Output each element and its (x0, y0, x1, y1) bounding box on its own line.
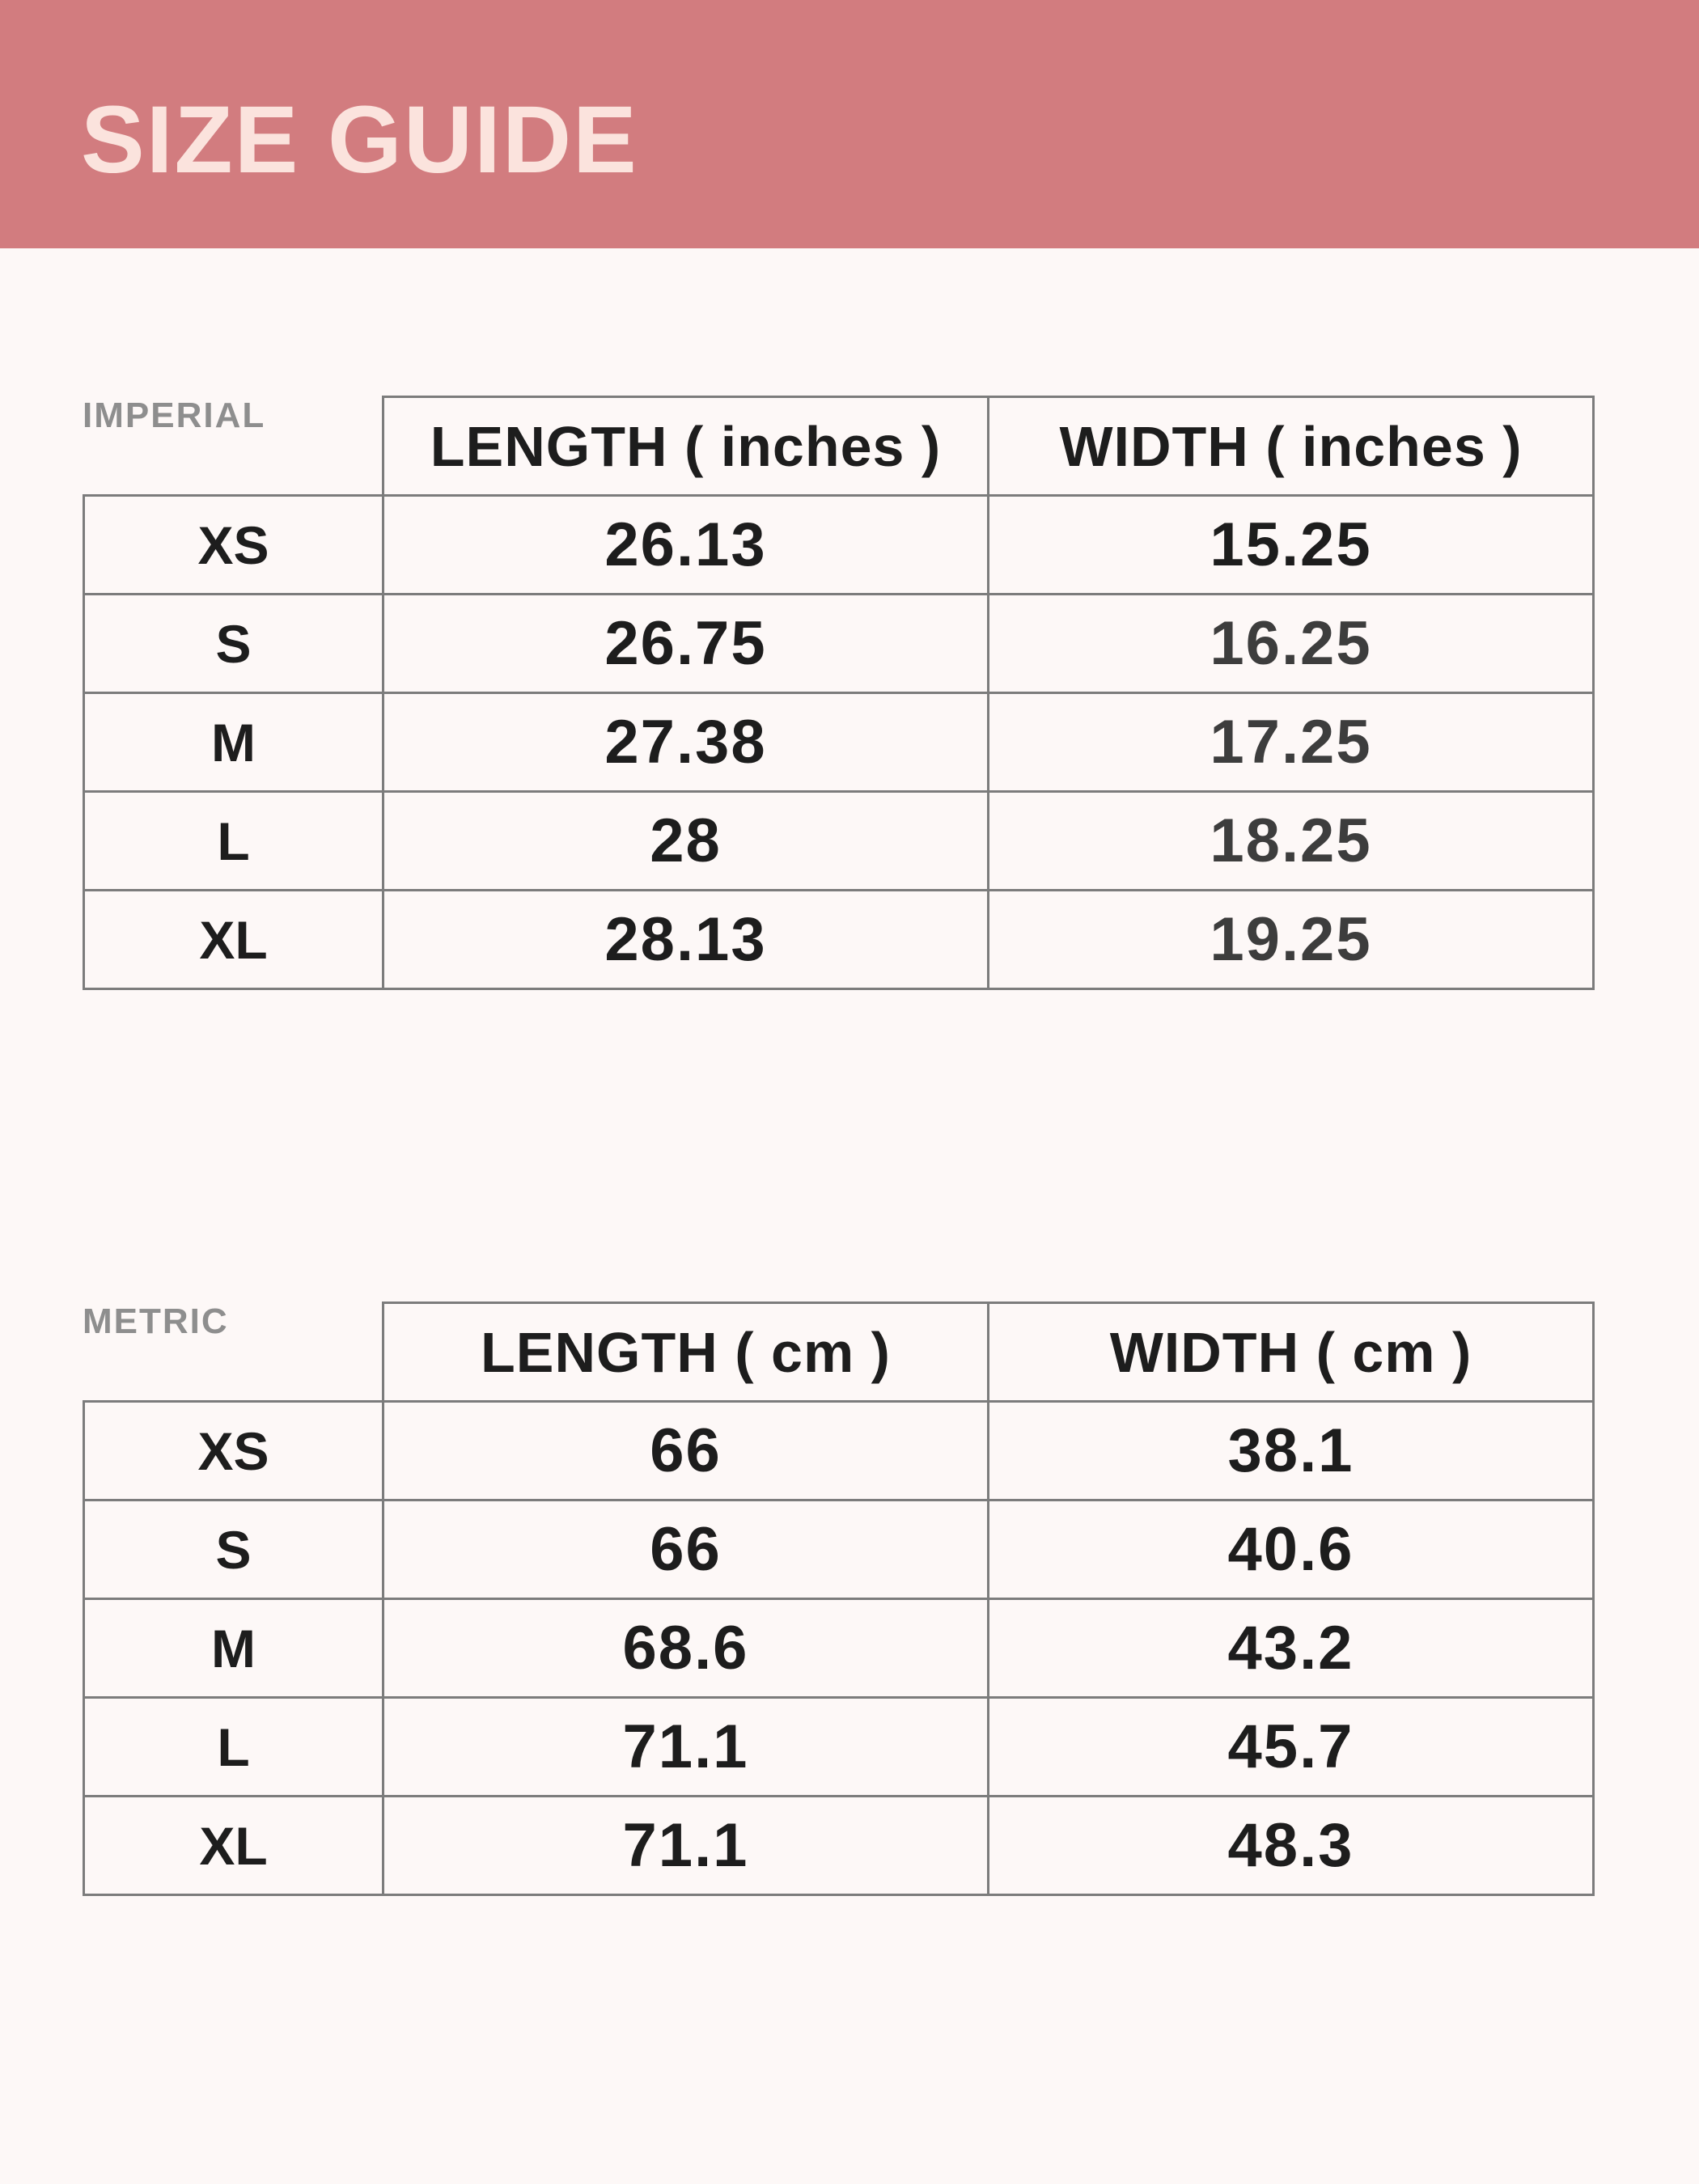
length-cell: 66 (383, 1500, 989, 1599)
size-cell: S (84, 1500, 383, 1599)
table-row (84, 595, 1594, 693)
size-cell: XL (84, 891, 383, 989)
size-cell: L (84, 792, 383, 891)
table-row (84, 792, 1594, 891)
width-cell: 19.25 (989, 891, 1594, 989)
size-cell: S (84, 595, 383, 693)
size-cell: M (84, 693, 383, 792)
length-cell: 28 (383, 792, 989, 891)
table-row (84, 1500, 1594, 1599)
table-row (84, 496, 1594, 595)
width-header: WIDTH ( inches ) (989, 397, 1594, 496)
metric-table (83, 1302, 1595, 1896)
length-cell: 66 (383, 1402, 989, 1500)
width-cell: 15.25 (989, 496, 1594, 595)
size-cell: XL (84, 1797, 383, 1895)
table-row (84, 891, 1594, 989)
table-row (84, 1698, 1594, 1797)
table-header-row (84, 1303, 1594, 1402)
width-cell: 40.6 (989, 1500, 1594, 1599)
metric-label: METRIC (83, 1302, 229, 1341)
width-cell: 48.3 (989, 1797, 1594, 1895)
imperial-table (83, 396, 1595, 990)
table-row (84, 1797, 1594, 1895)
length-cell: 26.75 (383, 595, 989, 693)
width-header: WIDTH ( cm ) (989, 1303, 1594, 1402)
width-cell: 18.25 (989, 792, 1594, 891)
table-corner (84, 397, 383, 496)
length-cell: 26.13 (383, 496, 989, 595)
length-cell: 71.1 (383, 1698, 989, 1797)
table-corner (84, 1303, 383, 1402)
length-cell: 71.1 (383, 1797, 989, 1895)
size-cell: L (84, 1698, 383, 1797)
length-cell: 27.38 (383, 693, 989, 792)
table-row (84, 693, 1594, 792)
width-cell: 43.2 (989, 1599, 1594, 1698)
width-cell: 38.1 (989, 1402, 1594, 1500)
length-cell: 28.13 (383, 891, 989, 989)
length-header: LENGTH ( inches ) (383, 397, 989, 496)
size-cell: XS (84, 1402, 383, 1500)
length-header: LENGTH ( cm ) (383, 1303, 989, 1402)
size-cell: XS (84, 496, 383, 595)
table-row (84, 1402, 1594, 1500)
page-title: SIZE GUIDE (81, 87, 638, 193)
width-cell: 16.25 (989, 595, 1594, 693)
imperial-label: IMPERIAL (83, 396, 266, 435)
table-row (84, 1599, 1594, 1698)
size-cell: M (84, 1599, 383, 1698)
width-cell: 45.7 (989, 1698, 1594, 1797)
table-header-row (84, 397, 1594, 496)
width-cell: 17.25 (989, 693, 1594, 792)
length-cell: 68.6 (383, 1599, 989, 1698)
